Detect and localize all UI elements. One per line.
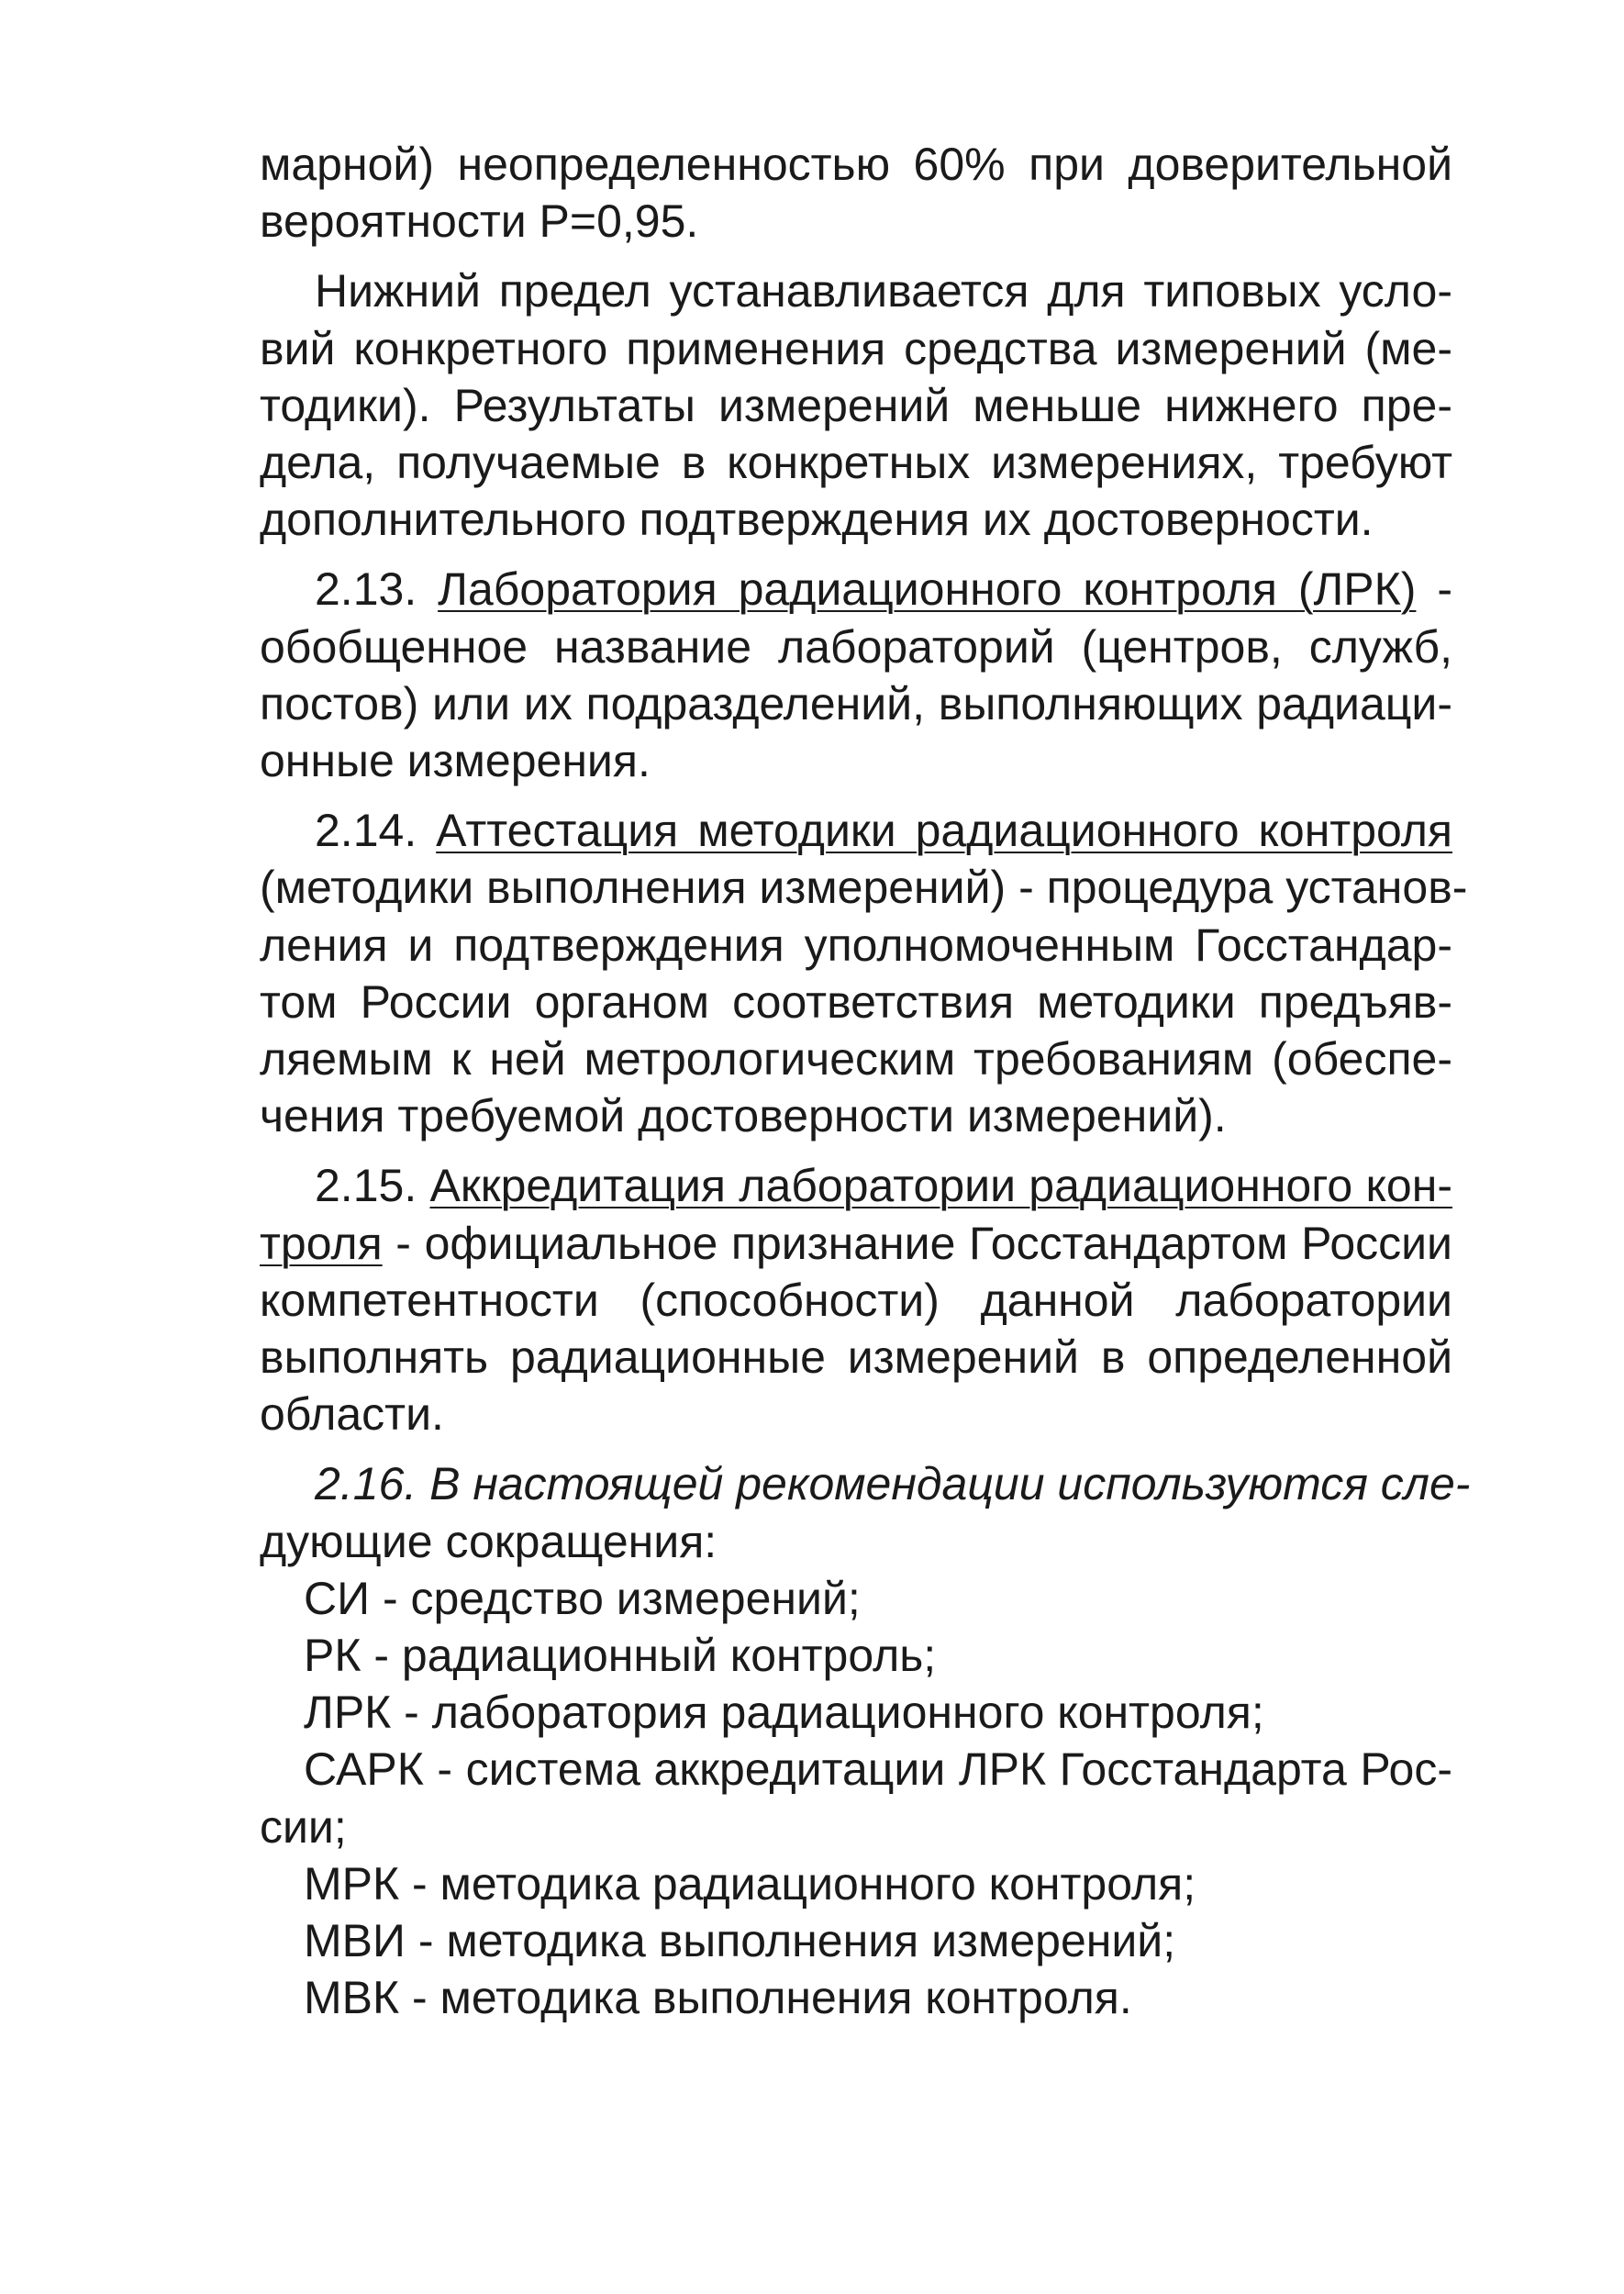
- text-fragment: -: [1416, 563, 1452, 616]
- text-fragment: - официальное признание Госстандартом России: [382, 1217, 1452, 1269]
- list-item: САРК - система аккредитации ЛРК Госстандарта Рос-: [304, 1743, 1452, 1796]
- text-line: дующие сокращения:: [260, 1515, 717, 1567]
- text-line: тодики). Результаты измерений меньше нижнего пре-: [260, 379, 1452, 431]
- defined-term: троля: [260, 1217, 383, 1269]
- text-line: вий конкретного применения средства измерений (ме-: [260, 322, 1452, 374]
- text-line: [260, 561, 1452, 618]
- italic-text: В настоящей рекомендации используются сле-: [429, 1458, 1471, 1510]
- text-line: онные измерения.: [260, 735, 651, 787]
- abbreviation-list: [260, 1570, 1452, 2027]
- text-line: (методики выполнения измерений) - процедура установ-: [260, 862, 1468, 914]
- list-item: РК - радиационный контроль;: [304, 1630, 937, 1682]
- text-line: ления и подтверждения уполномоченным Госстандар-: [260, 919, 1452, 971]
- list-item: СИ - средство измерений;: [304, 1572, 861, 1624]
- clause-number: 2.16.: [315, 1458, 430, 1510]
- text-line: марной) неопределенностью 60% при доверительной: [260, 139, 1452, 190]
- text-line: дополнительного подтверждения их достоверности.: [260, 494, 1374, 546]
- text-line: компетентности (способности) данной лаборатории: [260, 1274, 1452, 1326]
- text-line: Нижний предел устанавливается для типовых усло-: [315, 265, 1452, 317]
- text-line: дела, получаемые в конкретных измерениях, требуют: [260, 437, 1452, 489]
- intro-paragraph: [260, 136, 1452, 250]
- list-item: ЛРК - лаборатория радиационного контроля;: [304, 1687, 1264, 1739]
- text-line: вероятности Р=0,95.: [260, 195, 699, 248]
- paragraph-2-15: [260, 1157, 1452, 1442]
- clause-number: 2.15.: [315, 1160, 430, 1212]
- document-page: [260, 136, 1471, 2027]
- text-line: области.: [260, 1388, 444, 1441]
- text-line: [260, 1455, 1471, 1512]
- text-line: чения требуемой достоверности измерений).: [260, 1090, 1227, 1142]
- defined-term: Аттестация методики радиационного контроля: [436, 805, 1452, 857]
- text-line: [260, 1215, 1452, 1272]
- text-line: [260, 802, 1452, 859]
- defined-term: Лаборатория радиационного контроля (ЛРК): [438, 563, 1417, 616]
- text-line: постов) или их подразделений, выполняющих радиаци-: [260, 677, 1452, 729]
- paragraph-2-13: [260, 561, 1452, 789]
- list-item: сии;: [260, 1800, 347, 1853]
- paragraph-2-16: [260, 1455, 1471, 1569]
- text-line: [260, 1157, 1452, 1214]
- text-line: том России органом соответствия методики предъяв-: [260, 975, 1452, 1028]
- text-line: ляемым к ней метрологическим требованиям (обеспе-: [260, 1033, 1452, 1086]
- lower-limit-paragraph: [260, 262, 1452, 548]
- defined-term: Аккредитация лаборатории радиационного кон-: [429, 1160, 1452, 1212]
- clause-number: 2.14.: [315, 805, 437, 857]
- list-item: МВК - методика выполнения контроля.: [304, 1972, 1132, 2024]
- text-line: обобщенное название лабораторий (центров, служб,: [260, 620, 1452, 673]
- text-line: выполнять радиационные измерений в определенной: [260, 1331, 1452, 1384]
- list-item: МРК - методика радиационного контроля;: [304, 1857, 1196, 1910]
- paragraph-2-14: [260, 802, 1468, 1144]
- list-item: МВИ - методика выполнения измерений;: [304, 1915, 1176, 1967]
- clause-number: 2.13.: [315, 563, 439, 616]
